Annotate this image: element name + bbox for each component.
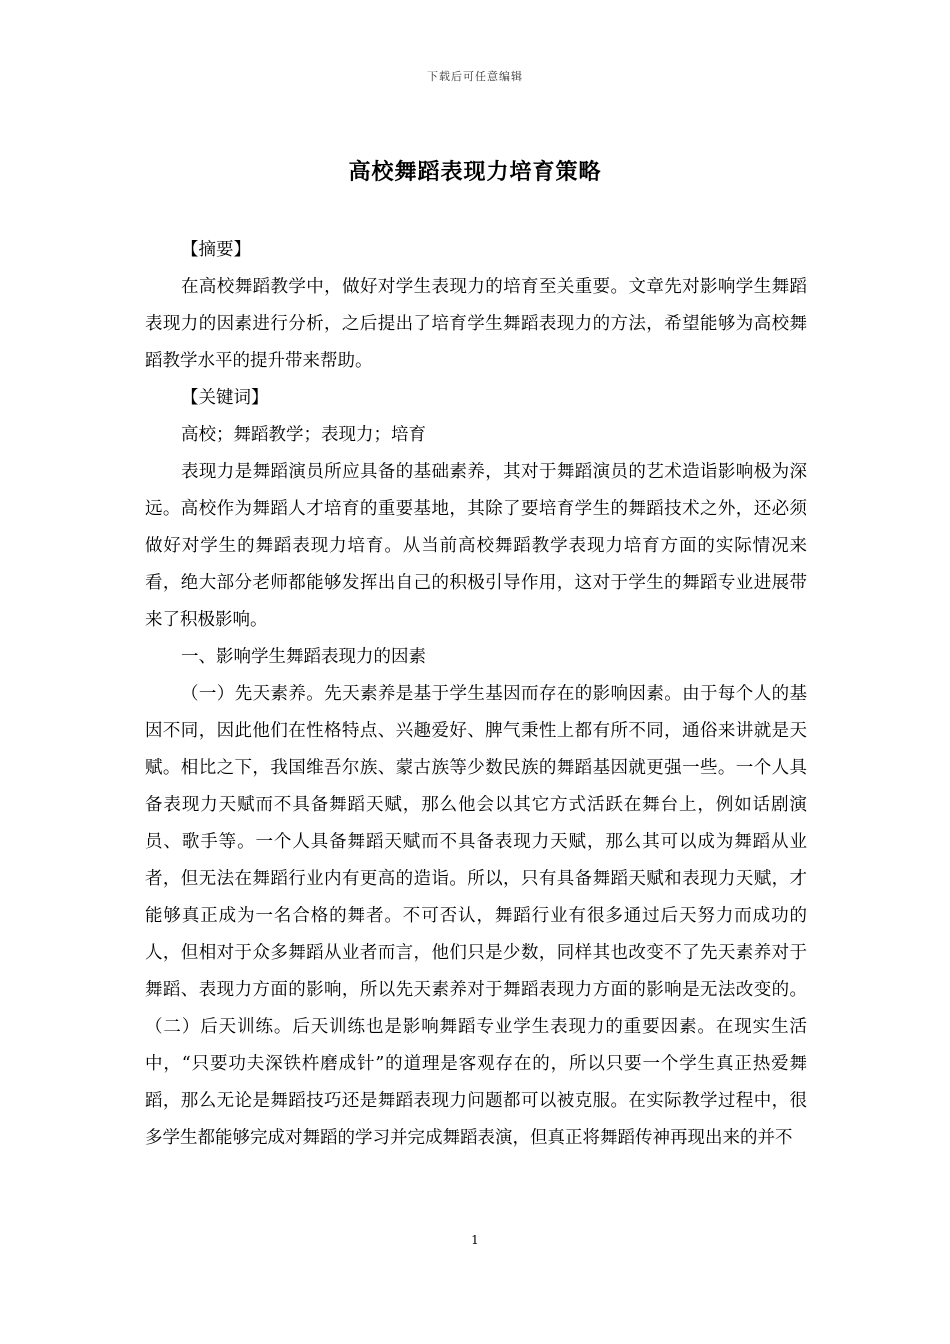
document-title: 高校舞蹈表现力培育策略 [348, 159, 602, 185]
abstract-text: 在高校舞蹈教学中，做好对学生表现力的培育至关重要。文章先对影响学生舞蹈表现力的因素进行分析，之后提出了培育学生舞蹈表现力的方法，希望能够为高校舞蹈教学水平的提升带来帮助。 [145, 277, 807, 371]
keywords-text: 高校；舞蹈教学；表现力；培育 [181, 425, 426, 445]
section-paragraph: （一）先天素养。先天素养是基于学生基因而存在的影响因素。由于每个人的基因不同，因此他们在性格特点、兴趣爱好、脾气秉性上都有所不同，通俗来讲就是天赋。相比之下，我国维吾尔族、蒙古族等少数民族的舞蹈基因就更强一些。一个人具备表现力天赋而不具备舞蹈天赋，那么他会以其它方式活跃在舞台上，例如话剧演员、歌手等。一个人具备舞蹈天赋而不具备表现力天赋，那么其可以成为舞蹈从业者，但无法在舞蹈行业内有更高的造诣。所以，只有具备舞蹈天赋和表现力天赋，才能够真正成为一名合格的舞者。不可否认，舞蹈行业有很多通过后天努力而成功的人，但相对于众多舞蹈从业者而言，他们只是少数，同样其也改变不了先天素养对于舞蹈、表现力方面的影响，所以先天素养对于舞蹈表现力方面的影响是无法改变的。（二）后天训练。后天训练也是影响舞蹈专业学生表现力的重要因素。在现实生活中，“只要功夫深铁杵磨成针”的道理是客观存在的，所以只要一个学生真正热爱舞蹈，那么无论是舞蹈技巧还是舞蹈表现力问题都可以被克服。在实际教学过程中，很多学生都能够完成对舞蹈的学习并完成舞蹈表演，但真正将舞蹈传神再现出来的并不 [145, 684, 807, 1148]
section-heading: 一、影响学生舞蹈表现力的因素 [181, 647, 426, 667]
intro-paragraph: 表现力是舞蹈演员所应具备的基础素养，其对于舞蹈演员的艺术造诣影响极为深远。高校作为舞蹈人才培育的重要基地，其除了要培育学生的舞蹈技术之外，还必须做好对学生的舞蹈表现力培育。从当前高校舞蹈教学表现力培育方面的实际情况来看，绝大部分老师都能够发挥出自己的积极引导作用，这对于学生的舞蹈专业进展带来了积极影响。 [145, 462, 807, 630]
page-header-note: 下载后可任意编辑 [427, 70, 523, 83]
document-body [145, 232, 807, 1157]
abstract-heading: 【摘要】 [181, 240, 251, 260]
page-number: 1 [471, 1233, 479, 1247]
keywords-heading: 【关键词】 [181, 388, 269, 408]
